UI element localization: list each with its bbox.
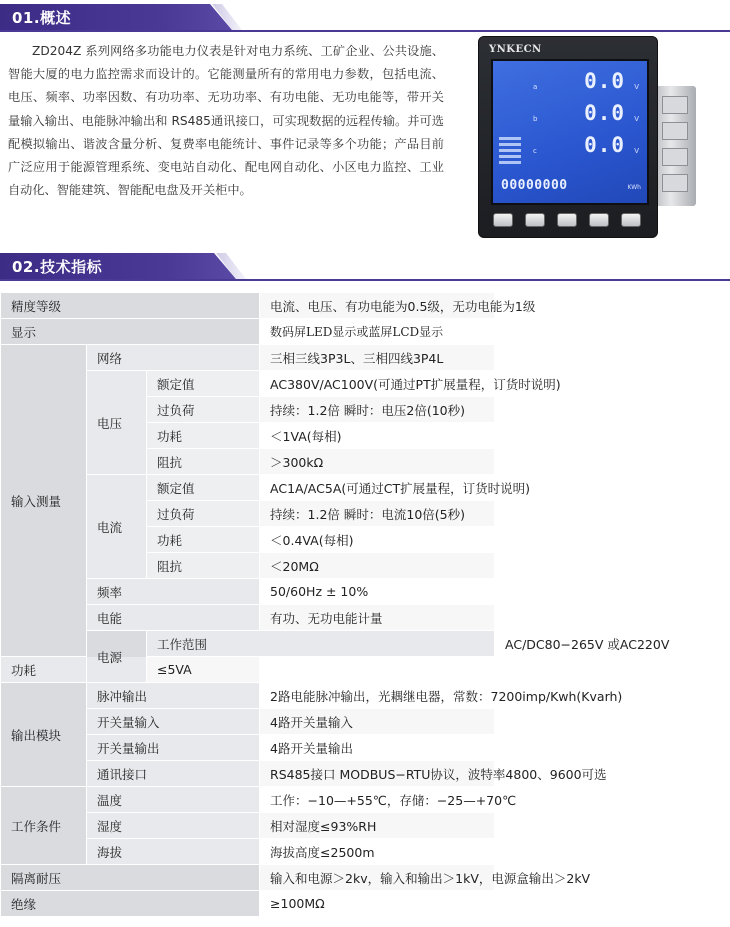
row-value: AC/DC80−265V 或AC220V: [495, 631, 730, 657]
meter-product-image: [478, 36, 678, 238]
row-value: ＜1VA(每相): [260, 423, 495, 449]
row-label: 电能: [87, 605, 260, 631]
row-value: 有功、无功电能计量: [260, 605, 495, 631]
table-row: [1, 787, 730, 813]
row-value: 持续：1.2倍 瞬时：电压2倍(10秒): [260, 397, 495, 423]
table-row: [1, 813, 730, 839]
table-row: [1, 293, 730, 319]
row-value: 4路开关量输入: [260, 709, 495, 735]
spec-table: [0, 292, 730, 917]
group-label: 输出模块: [1, 683, 87, 787]
meter-front-panel: [478, 36, 658, 238]
group-label: 输入测量: [1, 345, 87, 657]
row-label: 功耗: [147, 527, 260, 553]
arrow-right-icon: [589, 213, 609, 227]
table-row: [1, 891, 730, 917]
menu-oval-icon: [621, 213, 641, 227]
row-label: 额定值: [147, 475, 260, 501]
group-label: 电源: [87, 631, 147, 683]
row-label: 网络: [87, 345, 260, 371]
row-value: ≥100MΩ: [260, 891, 495, 917]
meter-unit: V: [634, 115, 639, 123]
row-label: 额定值: [147, 371, 260, 397]
table-row: [1, 631, 730, 657]
table-row: [1, 319, 730, 345]
section-title: 02.技术指标: [12, 258, 103, 276]
row-label: 海拔: [87, 839, 260, 865]
table-row: [1, 865, 730, 891]
row-value: AC1A/AC5A(可通过CT扩展量程，订货时说明): [260, 475, 495, 501]
row-label: 功耗: [1, 657, 147, 683]
row-value: 50/60Hz ± 10%: [260, 579, 495, 605]
meter-unit: V: [634, 83, 639, 91]
row-value: 电流、电压、有功电能为0.5级，无功电能为1级: [260, 293, 495, 319]
row-label: 过负荷: [147, 397, 260, 423]
row-value: RS485接口 MODBUS−RTU协议，波特率4800、9600可选: [260, 761, 495, 787]
table-row: [1, 709, 730, 735]
table-row: [1, 605, 730, 631]
row-label: 通讯接口: [87, 761, 260, 787]
row-value: 三相三线3P3L、三相四线3P4L: [260, 345, 495, 371]
row-label: 脉冲输出: [87, 683, 260, 709]
row-value: 2路电能脉冲输出，光耦继电器，常数：7200imp/Kwh(Kvarh): [260, 683, 495, 709]
group-label: 工作条件: [1, 787, 87, 865]
overview-paragraph: ZD204Z 系列网络多功能电力仪表是针对电力系统、工矿企业、公共设施、智能大厦的电力监控需求而设计的。它能测量所有的常用电力参数，包括电流、电压、频率、功率因数、有功功率、无功功率、有功电能、无功电能等，带开关量输入输出、电能脉冲输出和 RS485通讯接口，可实现数据的远程传输。并可选配模拟输出、谐波含量分析、复费率电能统计、事件记录等多个功能；产品目前广泛应用于能源管理系统、变电站自动化、配电网自动化、小区电力监控、工业自动化、智能建筑、智能配电盘及开关柜中。: [8, 44, 444, 198]
row-value: 海拔高度≤2500m: [260, 839, 495, 865]
row-value: 持续：1.2倍 瞬时：电流10倍(5秒): [260, 501, 495, 527]
table-row: [1, 345, 730, 371]
row-value: ＜0.4VA(每相): [260, 527, 495, 553]
section-header-specs: [0, 253, 730, 281]
row-label: 阻抗: [147, 553, 260, 579]
meter-bargraph: [499, 137, 521, 167]
section-divider: [0, 279, 730, 281]
row-label: 阻抗: [147, 449, 260, 475]
table-row: [1, 683, 730, 709]
meter-side-terminals: [654, 86, 696, 206]
table-row: [1, 735, 730, 761]
table-row: [1, 761, 730, 787]
row-label: 精度等级: [1, 293, 260, 319]
row-label: 隔离耐压: [1, 865, 260, 891]
meter-reading: 0.0: [584, 133, 625, 157]
subgroup-label: 电流: [87, 475, 147, 579]
meter-lcd-screen: [491, 59, 649, 205]
meter-brand-logo: YNKECN: [489, 44, 542, 55]
row-value: ＜20MΩ: [260, 553, 495, 579]
row-label: 显示: [1, 319, 260, 345]
row-value: 数码屏LED显示或蓝屏LCD显示: [260, 319, 495, 345]
menu-icon: [493, 213, 513, 227]
row-value: 4路开关量输出: [260, 735, 495, 761]
row-label: 开关量输入: [87, 709, 260, 735]
meter-row-label: a: [533, 83, 538, 91]
row-label: 过负荷: [147, 501, 260, 527]
enter-icon: [525, 213, 545, 227]
meter-reading: 0.0: [584, 69, 625, 93]
row-value: ≤5VA: [147, 657, 260, 683]
section-divider: [0, 30, 730, 32]
row-label: 湿度: [87, 813, 260, 839]
table-row: [1, 839, 730, 865]
row-label: 功耗: [147, 423, 260, 449]
row-label: 开关量输出: [87, 735, 260, 761]
meter-row-label: c: [533, 147, 537, 155]
row-value: 工作：−10—+55℃，存储：−25—+70℃: [260, 787, 495, 813]
meter-energy-reading: 00000000: [501, 178, 568, 193]
row-value: 输入和电源＞2kv，输入和输出＞1kV，电源盒输出＞2kV: [260, 865, 495, 891]
meter-energy-unit: KWh: [627, 184, 641, 191]
meter-unit: V: [634, 147, 639, 155]
section-header-overview: [0, 4, 730, 32]
section-title: 01.概述: [12, 9, 72, 27]
row-label: 温度: [87, 787, 260, 813]
row-value: 相对湿度≤93%RH: [260, 813, 495, 839]
meter-row-label: b: [533, 115, 538, 123]
row-label: 工作范围: [147, 631, 495, 657]
row-label: 频率: [87, 579, 260, 605]
row-value: AC380V/AC100V(可通过PT扩展量程，订货时说明): [260, 371, 495, 397]
table-row: [1, 371, 730, 397]
table-row: [1, 475, 730, 501]
row-value: ＞300kΩ: [260, 449, 495, 475]
meter-button-row: [493, 213, 647, 231]
arrow-left-icon: [557, 213, 577, 227]
table-row: [1, 579, 730, 605]
row-label: 绝缘: [1, 891, 260, 917]
subgroup-label: 电压: [87, 371, 147, 475]
meter-reading: 0.0: [584, 101, 625, 125]
